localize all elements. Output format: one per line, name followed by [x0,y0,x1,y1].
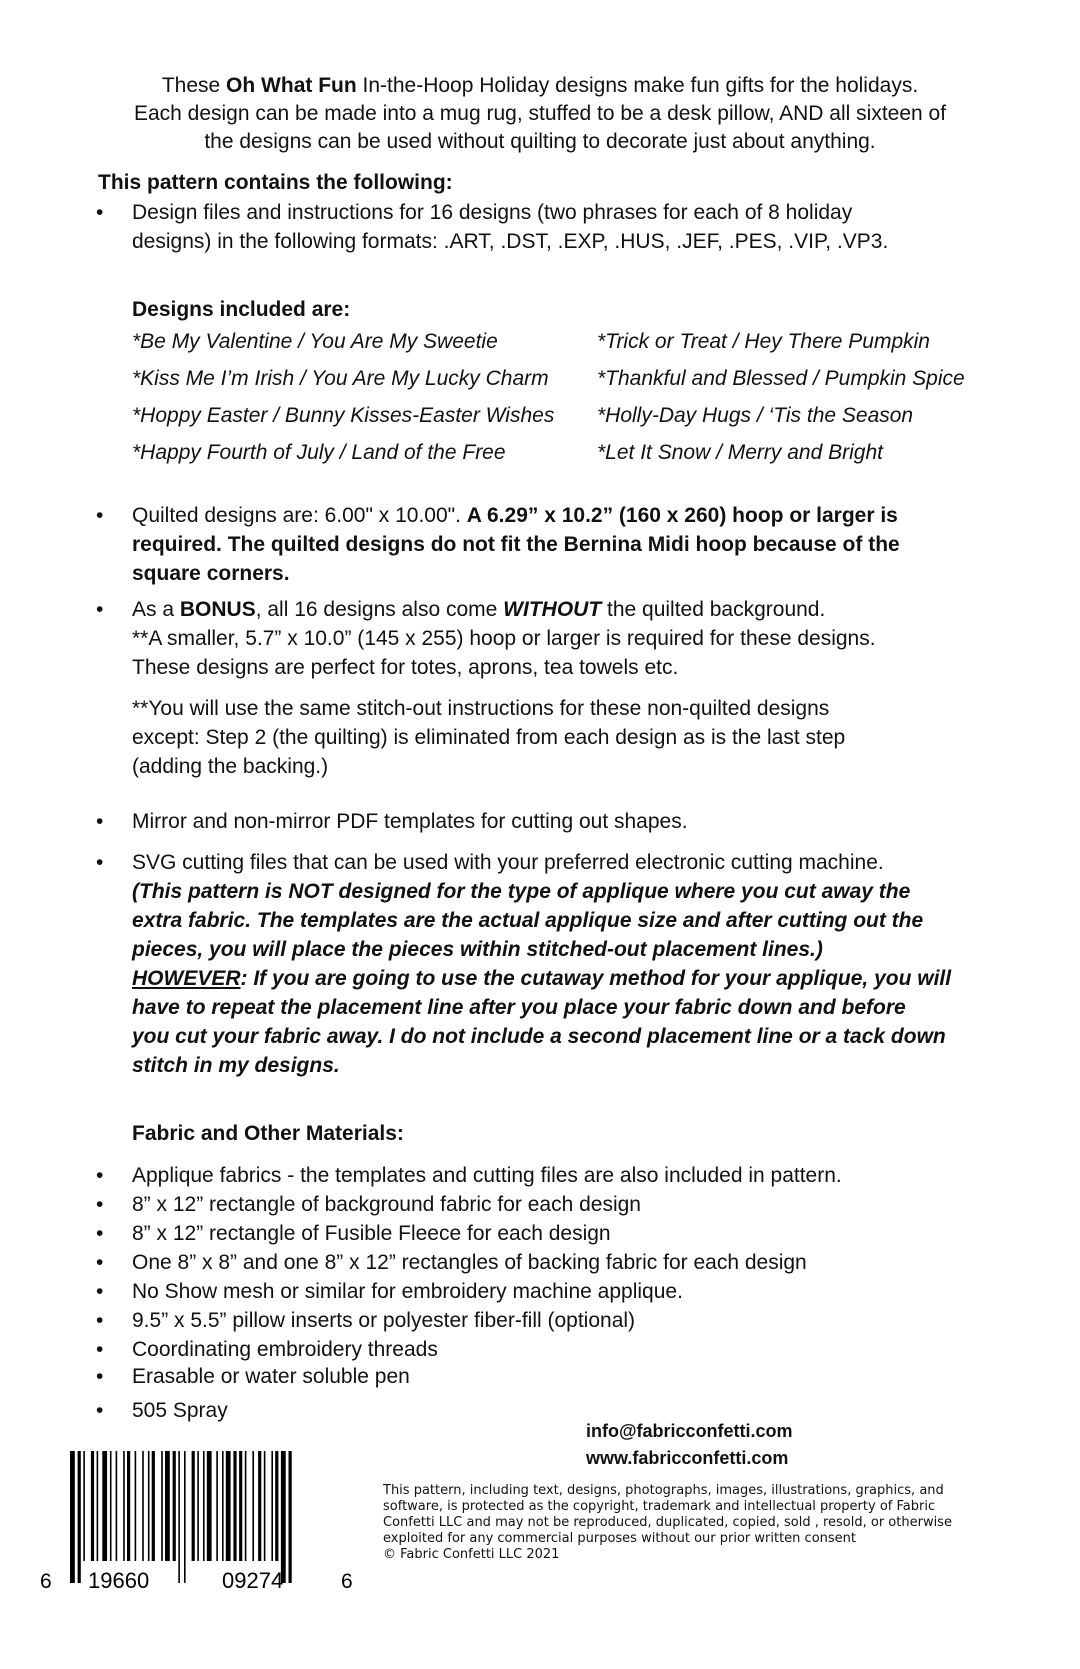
intro-line-2: Each design can be made into a mug rug, stuffed to be a desk pillow, AND all sixteen of [133,102,947,125]
barcode-bar [110,1451,112,1561]
barcode [40,1451,360,1591]
design-row [132,404,1012,441]
material-item: • 8” x 12” rectangle of background fabric for each design [96,1193,641,1216]
intro-line-3: the designs can be used without quilting to decorate just about anything. [204,130,876,153]
barcode-bar [135,1451,137,1561]
bullet-dot: • [96,598,104,621]
bullet-quilted-size: • Quilted designs are: 6.00" x 10.00". A 6.29” x 10.2” (160 x 260) hoop or larger is required. The quilted designs do not fit the Bernina Midi hoop because of the square corners. [132,501,1012,588]
bullet-bonus: • As a BONUS, all 16 designs also come WITHOUT the quilted background. **A smaller, 5.7” x 10.0” (145 x 255) hoop or larger is required for these designs. These designs are perfect for totes, aprons, tea towels etc. **You will use the same stitch-out instructions for these non-quilted designs except: Step 2 (the quilting) is eliminated from each design as is the last step (adding the backing.) [132,595,1012,781]
design-left: *Hoppy Easter / Bunny Kisses-Easter Wishes [132,404,555,427]
design-left: *Kiss Me I’m Irish / You Are My Lucky Charm [132,367,549,390]
bullet-dot: • [96,851,104,874]
email-link[interactable]: info@fabricconfetti.com [586,1421,793,1441]
design-right: *Let It Snow / Merry and Bright [597,441,883,464]
barcode-bar [233,1451,236,1561]
barcode-bar [216,1451,218,1561]
barcode-bar [281,1451,286,1583]
barcode-first-digit: 6 [40,1570,52,1591]
material-item: • Coordinating embroidery threads [96,1338,438,1361]
barcode-bar [178,1451,180,1583]
barcode-bar [97,1451,99,1561]
material-item: • Applique fabrics - the templates and cutting files are also included in pattern. [96,1164,842,1187]
bullet-mirror-templates: • Mirror and non-mirror PDF templates for cutting out shapes. [132,807,1012,836]
barcode-bar [252,1451,254,1561]
barcode-bars [70,1451,292,1583]
product-name: Oh What Fun [226,74,357,97]
designs-list [132,330,1012,478]
designs-heading: Designs included are: [132,298,351,321]
barcode-bar [264,1451,266,1561]
barcode-bar [161,1451,163,1561]
barcode-bar [275,1451,278,1561]
bullet-dot: • [96,810,104,833]
intro-line-1: These Oh What Fun In-the-Hoop Holiday designs make fun gifts for the holidays. [161,74,919,97]
barcode-group-2: 09274 [222,1568,284,1591]
barcode-bar [70,1451,75,1583]
intro-paragraph [60,72,1020,156]
contact-info [586,1418,793,1472]
barcode-bar [78,1451,81,1583]
barcode-bar [222,1451,224,1561]
material-item: • No Show mesh or similar for embroidery machine applique. [96,1280,683,1303]
barcode-group-1: 19660 [88,1568,150,1591]
material-item: • Erasable or water soluble pen [96,1365,410,1388]
barcode-bar [226,1451,231,1561]
barcode-bar [192,1451,195,1561]
barcode-bar [152,1451,155,1561]
barcode-bar [271,1451,273,1561]
design-right: *Holly-Day Hugs / ‘Tis the Season [597,404,914,427]
barcode-bar [207,1451,212,1561]
material-item: • 9.5” x 5.5” pillow inserts or polyester fiber-fill (optional) [96,1309,636,1332]
design-row [132,367,1012,404]
barcode-bar [142,1451,144,1561]
barcode-bar [123,1451,125,1561]
bullet-svg-files: • SVG cutting files that can be used with your preferred electronic cutting machine. (This pattern is NOT designed for the type of applique where you cut away the extra fabric. The templates are the actual applique size and after cutting out the pieces, you will place the pieces within stitched-out placement lines.) HOWEVER: If you are going to use the cutaway method for your applique, you will have to repeat the placement line after you place your fabric down and before you cut your fabric away. I do not include a second placement line or a tack down stitch in my designs. [132,848,1012,1080]
website-link[interactable]: www.fabricconfetti.com [586,1448,789,1468]
barcode-bar [91,1451,94,1561]
barcode-bar [289,1451,292,1583]
design-right: *Trick or Treat / Hey There Pumpkin [597,330,930,353]
material-item: • 8” x 12” rectangle of Fusible Fleece for each design [96,1222,611,1245]
barcode-bar [258,1451,261,1561]
barcode-last-digit: 6 [341,1570,353,1591]
barcode-bar [184,1451,186,1583]
barcode-bar [148,1451,150,1561]
material-item: • 505 Spray [96,1399,228,1422]
bullet-dot: • [96,504,104,527]
barcode-bar [165,1451,170,1561]
barcode-bar [127,1451,130,1561]
however-label: HOWEVER [132,967,241,990]
barcode-bar [245,1451,247,1561]
barcode-bar [203,1451,205,1561]
design-row [132,330,1012,367]
barcode-bar [102,1451,107,1561]
barcode-bar [173,1451,176,1561]
barcode-bar [116,1451,118,1561]
design-row [132,441,1012,478]
barcode-bar [239,1451,242,1561]
design-right: *Thankful and Blessed / Pumpkin Spice [597,367,965,390]
copyright-notice: This pattern, including text, designs, photographs, images, illustrations, graphics, and software, is protected as the copyright, trademark and intellectual property of Fabric Confetti LLC and may not be reproduced, duplicated, copied, sold , resold, or otherwise exploited for any commercial purposes without our prior written consent © Fabric Confetti LLC 2021 [383,1483,952,1562]
material-item: • One 8” x 8” and one 8” x 12” rectangles of backing fabric for each design [96,1251,807,1274]
design-left: *Happy Fourth of July / Land of the Free [132,441,506,464]
barcode-bar [197,1451,199,1561]
materials-heading: Fabric and Other Materials: [132,1122,404,1145]
bullet-design-files: • Design files and instructions for 16 designs (two phrases for each of 8 holiday designs) in the following formats: .ART, .DST, .EXP, .HUS, .JEF, .PES, .VIP, .VP3. [132,198,1012,256]
bullet-dot: • [96,201,104,224]
design-left: *Be My Valentine / You Are My Sweetie [132,330,498,353]
contents-heading: This pattern contains the following: [98,171,453,194]
barcode-bar [83,1451,85,1561]
